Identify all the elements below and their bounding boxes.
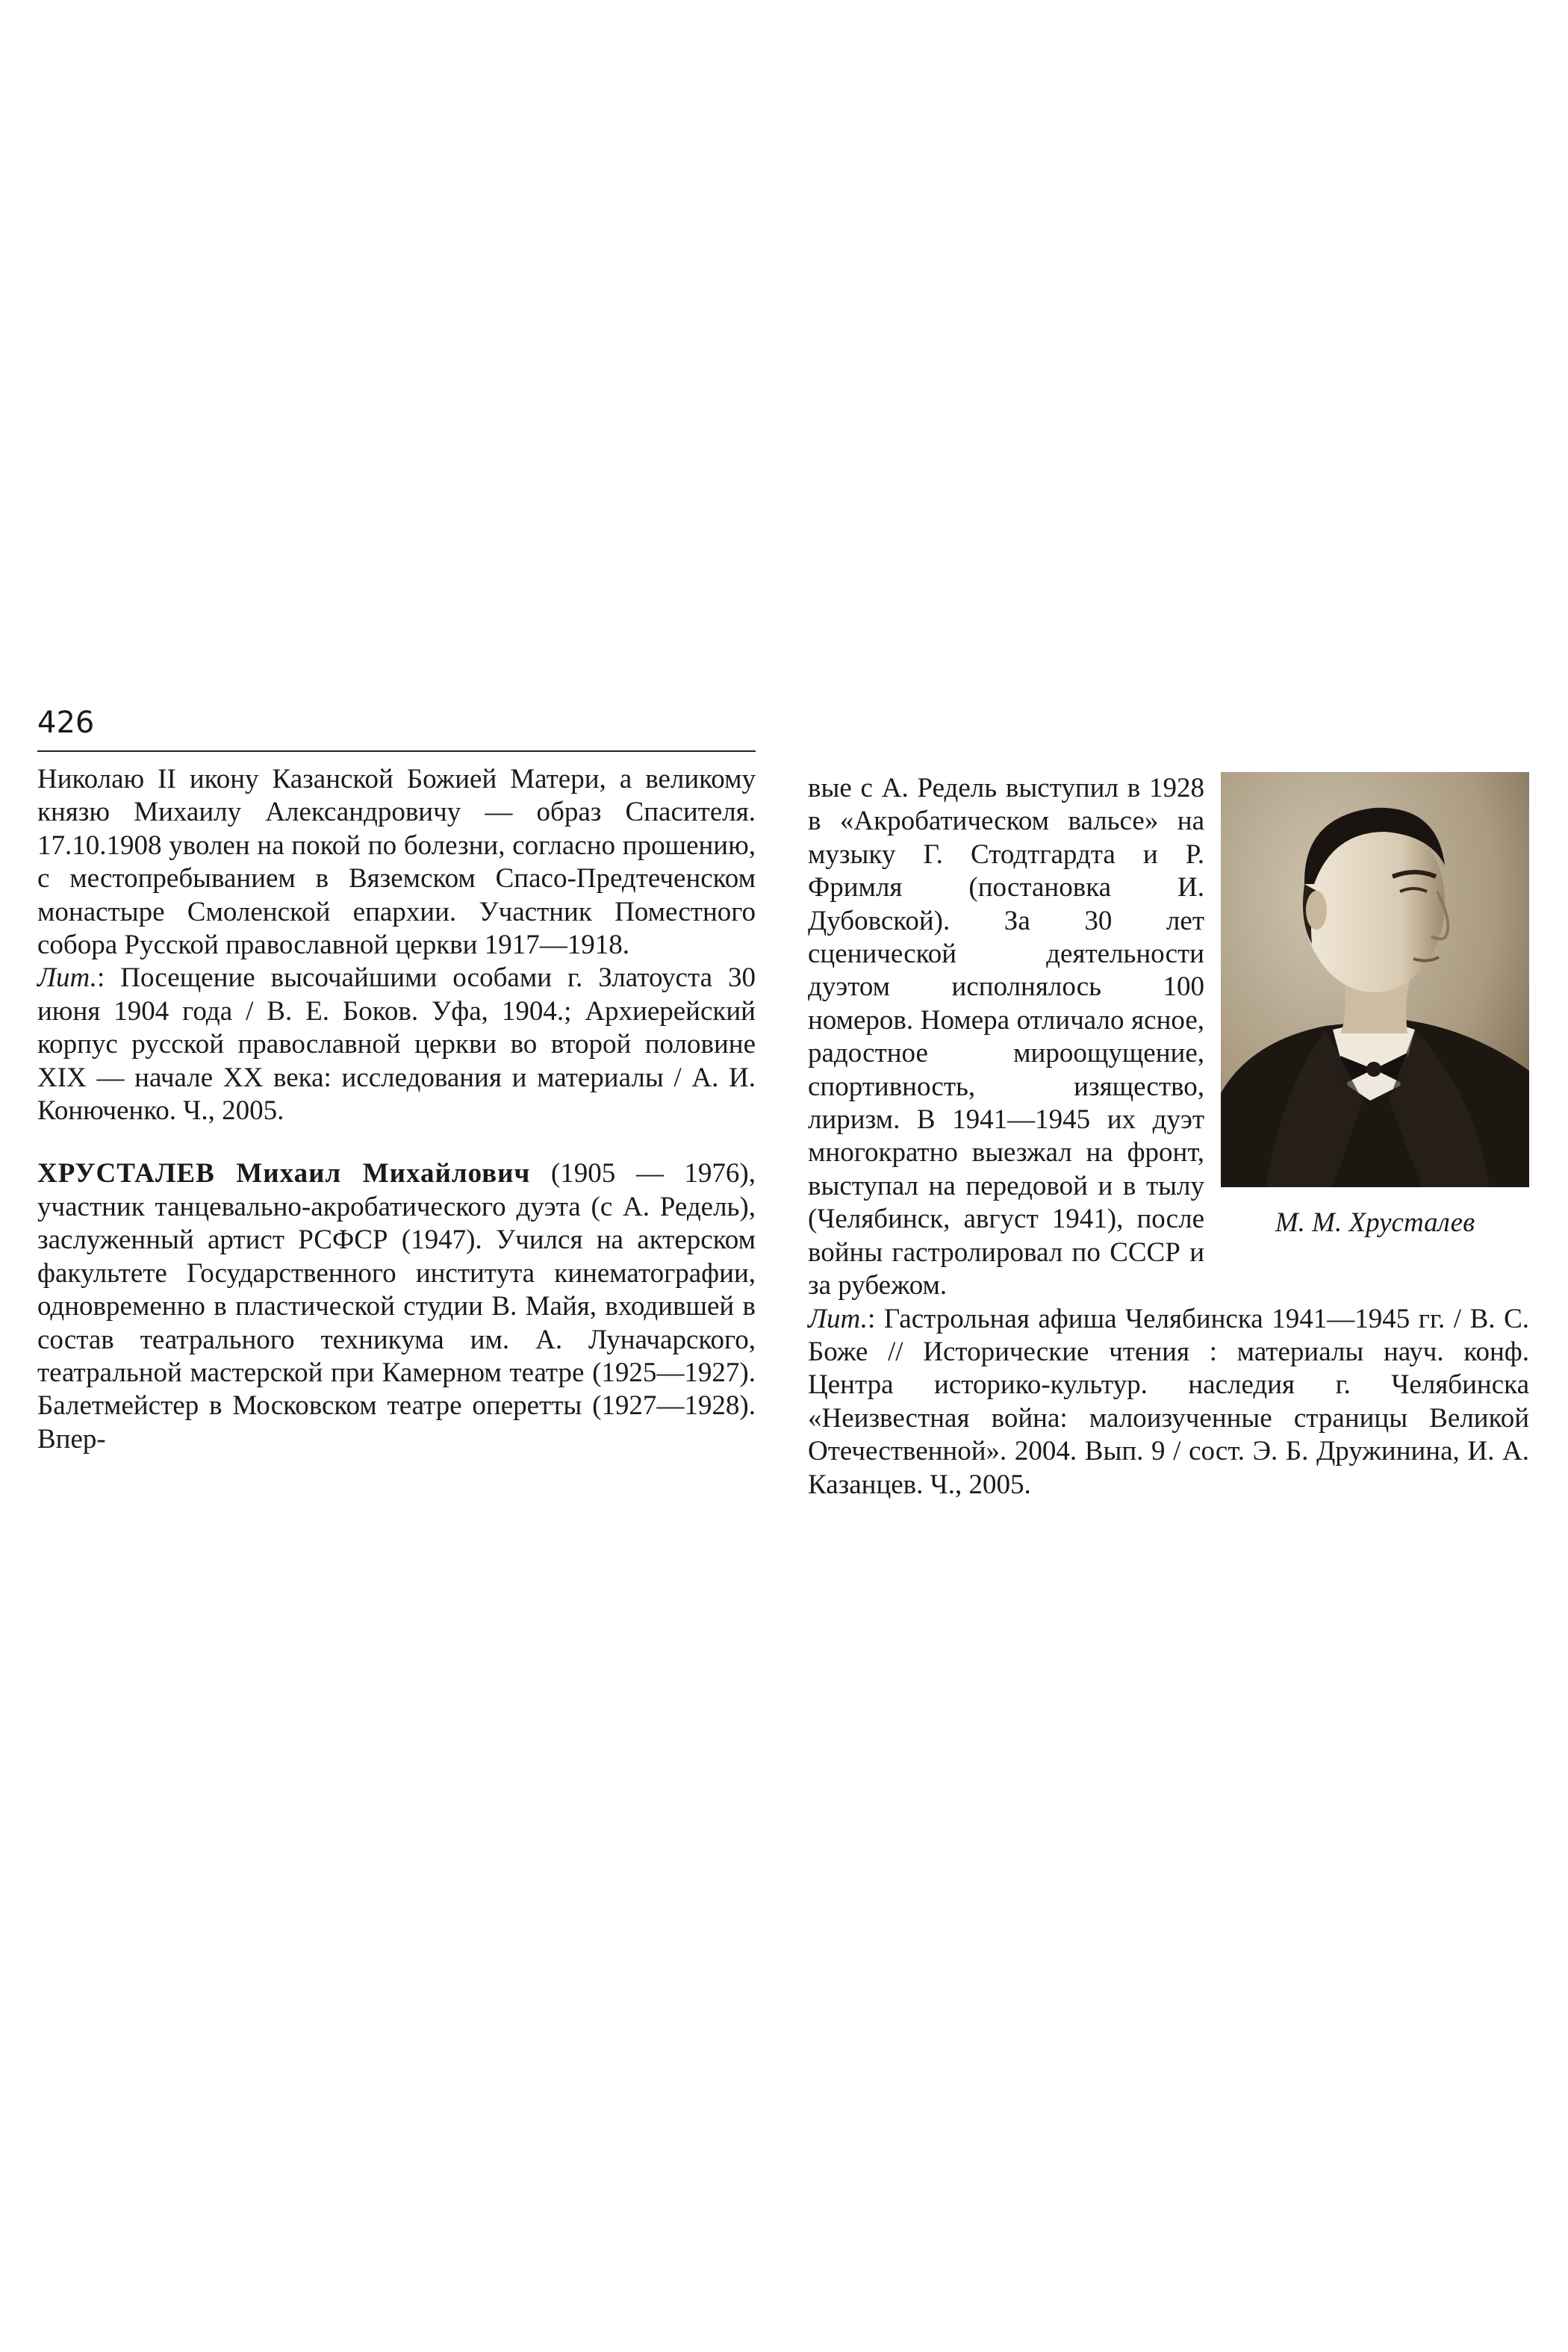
entry-literature xyxy=(808,1303,1529,1502)
entry-text: (1905 — 1976), участник танцевально-акробатического дуэта (с А. Редель), заслуженный артист РСФСР (1947). Учился на актерском факультете Государственного института кинематографии, одновременно в пластической студии В. Майя, входившей в состав театрального техникума им. А. Луначарского, театральной мастерской при Камерном театре (1925—1927). Балетмейстер в Московском театре оперетты (1927—1928). Впер- xyxy=(37,1158,756,1455)
portrait-figure xyxy=(1221,772,1529,1239)
literature-label: Лит. xyxy=(37,962,97,994)
previous-entry-literature xyxy=(37,962,756,1127)
portrait-photo xyxy=(1221,772,1529,1187)
portrait-caption: М. М. Хрусталев xyxy=(1275,1207,1475,1238)
literature-label: Лит. xyxy=(808,1303,868,1334)
header-rule xyxy=(37,750,756,752)
literature-text: : Посещение высочайшими особами г. Златоуста 30 июня 1904 года / В. Е. Боков. Уфа, 1904.; Архиерейский корпус русской православной церкви во второй половине XIX — начале XX века: исследования и материалы / А. И. Конюченко. Ч., 2005. xyxy=(37,962,756,1127)
right-column xyxy=(808,772,1529,1502)
previous-entry-continuation: Николаю II икону Казанской Божией Матери, а великому князю Михаилу Александровичу — образ Спасителя. 17.10.1908 уволен на покой по болезни, согласно прошению, с местопребыванием в Вяземском Спасо-Предтеченском монастыре Смоленской епархии. Участник Поместного собора Русской православной церкви 1917—1918. xyxy=(37,764,756,961)
entry-khrustalev xyxy=(37,1157,756,1456)
entry-headword: ХРУСТАЛЕВ Михаил Михайлович xyxy=(37,1158,531,1189)
entry-continuation: вые с А. Редель выступил в 1928 в «Акробатическом вальсе» на музыку Г. Стодтгардта и Р. Фримля (постановка И. Дубовской). За 30 лет сценической деятельности дуэтом исполнялось 100 номеров. Номера отличало ясное, радостное мироощущение, спортивность, изящество, лиризм. В 1941—1945 их дуэт многократно выезжал на фронт, выступал на передовой и в тылу (Челябинск, август 1941), после войны гастролировал по СССР и за рубежом. xyxy=(808,773,1204,1301)
left-column xyxy=(37,763,756,1456)
literature-text: : Гастрольная афиша Челябинска 1941—1945 гг. / В. С. Боже // Исторические чтения : материалы науч. конф. Центра историко-культур. наследия г. Челябинска «Неизвестная война: малоизученные страницы Великой Отечественной». 2004. Вып. 9 / сост. Э. Б. Дружинина, И. А. Казанцев. Ч., 2005. xyxy=(808,1303,1529,1500)
page-number: 426 xyxy=(37,706,95,740)
